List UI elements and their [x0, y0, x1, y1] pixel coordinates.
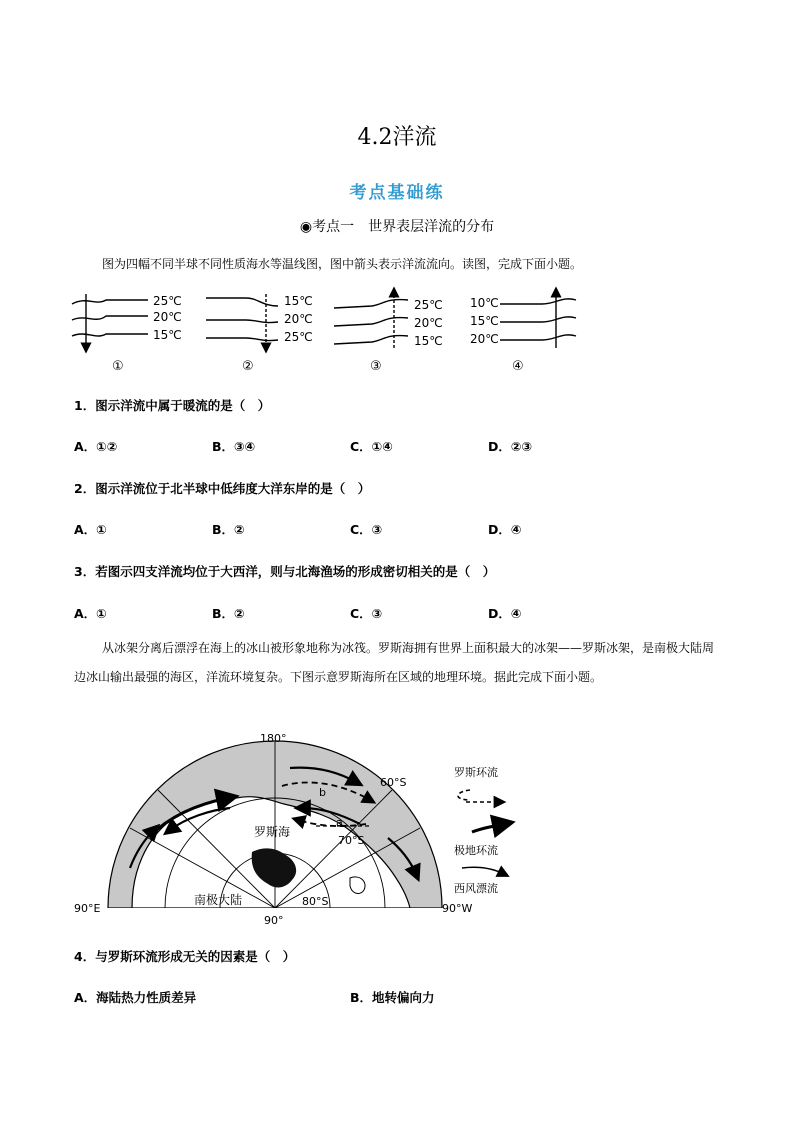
- question-3-stem: 3．若图示四支洋流均位于大西洋，则与北海渔场的形成密切相关的是（ ）: [74, 564, 496, 579]
- question-1-option-a[interactable]: A．①②: [74, 439, 118, 454]
- question-4-option-b[interactable]: B．地转偏向力: [350, 990, 435, 1005]
- question-4-stem: 4．与罗斯环流形成无关的因素是（ ）: [74, 949, 296, 964]
- question-4-option-a[interactable]: A．海陆热力性质差异: [74, 990, 197, 1005]
- question-1-option-d[interactable]: D．②③: [488, 439, 533, 454]
- intro-text: 图为四幅不同半球不同性质海水等温线图，图中箭头表示洋流流向。读图，完成下面小题。: [102, 257, 583, 271]
- panel-4-temp-2: 15℃: [470, 314, 499, 328]
- panel-2-temp-1: 15℃: [284, 294, 313, 308]
- panel-4-temp-3: 20℃: [470, 332, 499, 346]
- topic-heading: ◉考点一 世界表层洋流的分布: [299, 219, 495, 235]
- question-3-option-a[interactable]: A．①: [74, 606, 107, 621]
- panel-3-temp-2: 20℃: [414, 316, 443, 330]
- map-lon-top: 180°: [260, 732, 287, 745]
- panel-2-temp-3: 25℃: [284, 330, 313, 344]
- legend-west-wind-drift: 西风漂流: [454, 882, 498, 895]
- isotherm-panel-1: [72, 294, 182, 374]
- map-label-b: b: [319, 786, 326, 799]
- map-label-a: a: [336, 816, 343, 829]
- map-legend: [452, 762, 532, 896]
- map-label-sea: 罗斯海: [254, 825, 291, 839]
- map-lat-60: 60°S: [380, 776, 407, 789]
- map-label-continent: 南极大陆: [194, 893, 243, 907]
- isotherm-panel-3: [334, 292, 443, 374]
- question-1-stem: 1．图示洋流中属于暖流的是（ ）: [74, 398, 271, 413]
- panel-3-temp-1: 25℃: [414, 298, 443, 312]
- map-lon-right: 90°W: [442, 902, 473, 915]
- panel-3-temp-3: 15℃: [414, 334, 443, 348]
- map-lat-70: 70°S: [338, 834, 365, 847]
- question-2-option-d[interactable]: D．④: [488, 522, 522, 537]
- map-lon-bottom: 90°: [264, 914, 284, 927]
- question-1-option-b[interactable]: B．③④: [212, 439, 256, 454]
- question-2-stem: 2．图示洋流位于北半球中低纬度大洋东岸的是（ ）: [74, 481, 371, 496]
- panel-1-temp-2: 20℃: [153, 310, 182, 324]
- question-3-option-d[interactable]: D．④: [488, 606, 522, 621]
- section-heading: 考点基础练: [349, 183, 445, 203]
- panel-1-temp-1: 25℃: [153, 294, 182, 308]
- legend-polar-current: 极地环流: [454, 844, 498, 857]
- map-lon-left: 90°E: [74, 902, 101, 915]
- question-2-option-c[interactable]: C．③: [350, 522, 383, 537]
- map-lat-80: 80°S: [302, 895, 329, 908]
- page-title: 4.2洋流: [357, 125, 437, 150]
- passage-text: 从冰架分离后漂浮在海上的冰山被形象地称为冰筏。罗斯海拥有世界上面积最大的冰架——罗斯冰架，是南极大陆周边冰山输出最强的海区，洋流环境复杂。下图示意罗斯海所在区域的地理环境。据此完成下面小题。: [74, 641, 715, 684]
- question-3-option-c[interactable]: C．③: [350, 606, 383, 621]
- panel-3-number: ③: [370, 359, 382, 374]
- isotherm-panel-2: [206, 294, 313, 374]
- panel-1-temp-3: 15℃: [153, 328, 182, 342]
- question-3-option-b[interactable]: B．②: [212, 606, 245, 621]
- panel-2-number: ②: [242, 359, 254, 374]
- isotherm-panel-4: [470, 292, 576, 374]
- panel-2-temp-2: 20℃: [284, 312, 313, 326]
- question-1-option-c[interactable]: C．①④: [350, 439, 393, 454]
- isotherm-diagram: [66, 286, 606, 376]
- panel-4-number: ④: [512, 359, 524, 374]
- question-2-option-b[interactable]: B．②: [212, 522, 245, 537]
- panel-4-temp-1: 10℃: [470, 296, 499, 310]
- question-2-option-a[interactable]: A．①: [74, 522, 107, 537]
- panel-1-number: ①: [112, 359, 124, 374]
- legend-ross-gyre: 罗斯环流: [454, 766, 498, 779]
